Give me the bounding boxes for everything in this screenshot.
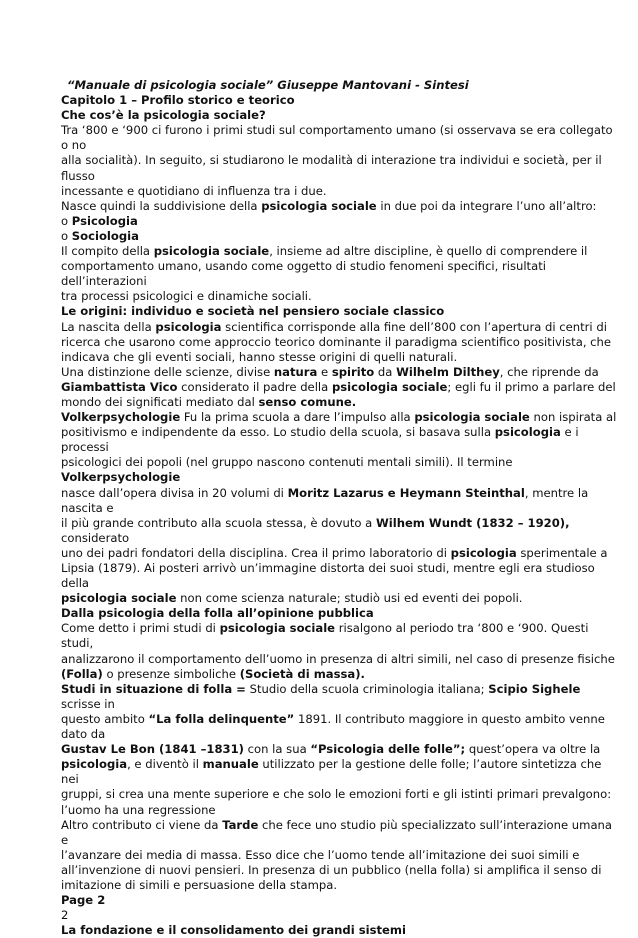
- text-run: , insieme ad altre discipline, è quello di comprendere il: [269, 244, 588, 259]
- text-line: [61, 908, 581, 923]
- text-line: [61, 289, 581, 304]
- text-line: [61, 862, 602, 878]
- bold-text-run: natura: [273, 364, 318, 379]
- bold-text-run: Page 2: [61, 893, 106, 908]
- text-run: imitazione di simili e persuasione della stampa.: [61, 877, 338, 892]
- text-line: [61, 516, 581, 531]
- text-run: , che riprende da: [499, 364, 599, 379]
- text-run: Il compito della: [61, 244, 154, 259]
- text-run: l’avanzare dei media di massa. Esso dice che l’uomo tende all’imitazione dei suoi simili e: [61, 847, 580, 862]
- text-run: dato da: [61, 727, 106, 742]
- text-run: questo ambito: [61, 711, 149, 726]
- text-run: all’invenzione di nuovi pensieri. In presenza di un pubblico (nella folla) si amplifica il senso di: [61, 862, 602, 877]
- text-run: o: [61, 213, 72, 228]
- bold-text-run: Volkerpsychologie: [61, 470, 181, 485]
- text-line: [61, 229, 581, 244]
- bold-text-run: Gustav Le Bon (1841 –1831): [61, 742, 244, 757]
- text-line: [61, 184, 581, 199]
- text-run: Tra ‘800 e ‘900 ci furono i primi studi sul comportamento umano (si osservava se era collegato: [61, 123, 613, 138]
- text-line: [61, 727, 581, 742]
- text-run: , mentre la: [524, 485, 589, 500]
- text-run: utilizzato per la gestione delle folle; l’autore sintetizza che: [258, 757, 602, 772]
- text-line: [61, 319, 607, 335]
- text-line: [61, 697, 581, 712]
- bold-text-run: psicologia sociale: [219, 621, 336, 636]
- text-line: [61, 485, 589, 501]
- text-line: [61, 123, 613, 138]
- text-run: ricerca che usarono come approccio teorico dominante il paradigma scientifico positivista, che: [61, 334, 612, 349]
- text-line: [61, 711, 605, 727]
- text-line: [61, 636, 581, 651]
- text-line: [61, 742, 601, 757]
- text-line: [61, 576, 581, 591]
- text-line: [61, 591, 581, 606]
- text-line: [61, 153, 602, 168]
- bold-text-run: Sociologia: [71, 228, 139, 243]
- text-run: 2: [61, 908, 69, 923]
- text-line: [61, 274, 581, 289]
- text-run: scrisse in: [61, 696, 115, 711]
- text-run: Nasce quindi la suddivisione della: [61, 198, 262, 213]
- bold-text-run: Wilhelm Dilthey: [396, 364, 500, 379]
- bold-text-run: Psicologia: [71, 213, 138, 228]
- text-line: [61, 531, 581, 546]
- text-run: l’uomo ha una regressione: [61, 802, 216, 817]
- text-line: [61, 757, 602, 772]
- text-run: Lipsia (1879). Ai posteri arrivò un’immagine distorta dei suoi studi, mentre egli era studioso: [61, 561, 595, 575]
- text-run: Altro contributo ci viene da: [61, 817, 223, 832]
- text-line: [61, 440, 581, 455]
- text-line: [61, 923, 581, 938]
- text-run: 1891. Il contributo maggiore in questo ambito venne: [294, 711, 605, 726]
- text-run: psicologici dei popoli (nel gruppo nascono contenuti mentali simili). Il termine: [61, 455, 513, 470]
- text-run: non ispirata al: [529, 410, 617, 425]
- bold-text-run: psicologia sociale: [414, 410, 530, 425]
- text-line: [61, 455, 581, 470]
- text-run: , e diventò il: [127, 757, 203, 772]
- text-run: il più grande contributo alla scuola stessa, è dovuto a: [61, 515, 376, 530]
- text-run: mondo dei significati mediato dal: [61, 394, 259, 409]
- text-run: nei: [61, 772, 79, 787]
- text-run: non come scienza naturale; studiò usi ed eventi dei popoli.: [176, 591, 523, 606]
- text-line: [61, 893, 581, 908]
- text-line: [61, 667, 581, 682]
- bold-text-run: Studi in situazione di folla =: [61, 681, 246, 696]
- text-run: studi,: [61, 636, 94, 651]
- text-run: nasce dall’opera divisa in 20 volumi di: [61, 485, 288, 500]
- text-line: [61, 93, 581, 108]
- text-run: dell’interazioni: [61, 274, 147, 289]
- text-line: [61, 138, 581, 153]
- bold-text-run: Wilhem Wundt (1832 – 1920),: [375, 515, 570, 530]
- text-run: Come detto i primi studi di: [61, 621, 220, 636]
- text-line: [61, 682, 581, 697]
- text-run: con la sua: [243, 742, 311, 757]
- text-line: [61, 772, 581, 787]
- text-line: [61, 334, 612, 350]
- text-line: [61, 304, 581, 319]
- bold-text-run: Che cos’è la psicologia sociale?: [61, 108, 266, 123]
- text-line: [61, 198, 597, 214]
- text-run: alla socialità). In seguito, si studiarono le modalità di interazione tra individui e società, per il: [61, 153, 602, 168]
- text-run: nascita e: [61, 500, 114, 515]
- bold-text-run: psicologia sociale: [61, 591, 177, 606]
- text-run: e: [317, 364, 332, 379]
- text-line: [61, 214, 581, 229]
- bold-text-run: Volkerpsychologie: [61, 410, 181, 425]
- text-line: [61, 817, 613, 833]
- text-line: [61, 470, 581, 485]
- text-line: [61, 651, 615, 667]
- text-run: gruppi, si crea una mente superiore e che solo le emozioni forti e gli istinti primari prevalgono:: [61, 787, 612, 802]
- text-run: indicava che gli eventi sociali, hanno stesse origini di quelli naturali.: [61, 349, 458, 364]
- text-run: o no: [61, 138, 87, 153]
- text-line: [61, 545, 608, 561]
- text-run: o: [61, 228, 72, 243]
- bold-text-run: psicologia: [61, 757, 128, 772]
- text-line: [61, 787, 612, 802]
- text-line: [61, 878, 581, 893]
- text-run: flusso: [61, 168, 95, 183]
- bold-text-run: “La folla delinquente”: [148, 711, 295, 726]
- text-run: Fu la prima scuola a dare l’impulso alla: [180, 410, 415, 425]
- text-run: risalgono al periodo tra ‘800 e ‘900. Questi: [335, 621, 589, 636]
- document-page: [61, 78, 617, 938]
- bold-text-run: Giambattista Vico: [61, 379, 178, 394]
- bold-text-run: “Psicologia delle folle”;: [310, 742, 466, 757]
- bold-text-run: psicologia: [450, 545, 517, 560]
- text-line: [61, 410, 617, 425]
- bold-text-run: La fondazione e il consolidamento dei grandi sistemi: [61, 923, 406, 938]
- bold-text-run: Tarde: [222, 817, 259, 832]
- text-run: incessante e quotidiano di influenza tra i due.: [61, 183, 327, 198]
- text-line: [61, 606, 581, 621]
- text-run: e i: [560, 425, 579, 440]
- bold-text-run: psicologia sociale: [153, 244, 270, 259]
- text-run: della: [61, 576, 90, 591]
- text-run: scientifica corrisponde alla fine dell’800 con l’apertura di centri di: [221, 319, 607, 334]
- document-body: [61, 93, 617, 938]
- text-line: [61, 244, 588, 259]
- bold-text-run: spirito: [331, 364, 375, 379]
- text-line: [61, 848, 581, 863]
- text-run: uno dei padri fondatori della disciplina. Crea il primo laboratorio di: [61, 545, 451, 560]
- text-run: Una distinzione delle scienze, divise: [61, 364, 274, 379]
- text-run: che fece uno studio più specializzato sull’interazione umana: [258, 817, 613, 832]
- text-line: [61, 108, 581, 123]
- bold-text-run: psicologia sociale: [331, 379, 448, 394]
- text-run: o presenze simboliche: [102, 666, 240, 681]
- bold-text-run: Moritz Lazarus e Heymann Steinthal: [287, 485, 525, 500]
- bold-text-run: Capitolo 1 – Profilo storico e teorico: [61, 93, 295, 108]
- text-line: [61, 350, 581, 365]
- text-run: e: [61, 832, 69, 847]
- text-line: [61, 561, 595, 576]
- text-line: [61, 379, 616, 395]
- document-title: “Manuale di psicologia sociale” Giuseppe Mantovani - Sintesi: [67, 78, 469, 92]
- bold-text-run: Scipio Sighele: [488, 681, 581, 696]
- bold-text-run: psicologia: [155, 319, 222, 334]
- text-line: [61, 364, 599, 380]
- text-line: [61, 169, 581, 184]
- text-run: processi: [61, 440, 109, 455]
- bold-text-run: Dalla psicologia della folla all’opinione pubblica: [61, 606, 374, 621]
- text-line: [61, 833, 581, 848]
- text-line: [61, 803, 581, 818]
- text-run: da: [374, 364, 397, 379]
- text-line: [61, 425, 581, 440]
- bold-text-run: psicologia: [494, 425, 561, 440]
- bold-text-run: Le origini: individuo e società nel pensiero sociale classico: [61, 304, 445, 319]
- bold-text-run: psicologia sociale: [261, 198, 377, 213]
- bold-text-run: manuale: [202, 757, 259, 772]
- text-run: in due poi da integrare l’uno all’altro:: [376, 198, 597, 213]
- text-run: quest’opera va oltre la: [465, 742, 601, 757]
- text-line: [61, 259, 581, 274]
- text-run: Studio della scuola criminologia italiana;: [245, 681, 489, 696]
- text-run: considerato: [61, 530, 130, 545]
- text-run: ; egli fu il primo a parlare del: [447, 379, 616, 394]
- text-run: analizzarono il comportamento dell’uomo in presenza di altri simili, nel caso di presenze fisiche: [61, 651, 615, 666]
- text-run: sperimentale a: [516, 545, 608, 560]
- text-line: [61, 395, 581, 410]
- text-run: tra processi psicologici e dinamiche sociali.: [61, 289, 312, 304]
- text-run: La nascita della: [61, 319, 156, 334]
- text-line: [61, 501, 581, 516]
- bold-text-run: (Folla): [61, 666, 103, 681]
- bold-text-run: (Società di massa).: [239, 666, 365, 681]
- text-run: considerato il padre della: [177, 379, 332, 394]
- text-line: [61, 621, 589, 636]
- text-run: positivismo e indipendente da esso. Lo studio della scuola, si basava sulla: [61, 425, 495, 440]
- text-run: comportamento umano, usando come oggetto di studio fenomeni specifici, risultati: [61, 259, 546, 274]
- bold-text-run: senso comune.: [258, 394, 357, 409]
